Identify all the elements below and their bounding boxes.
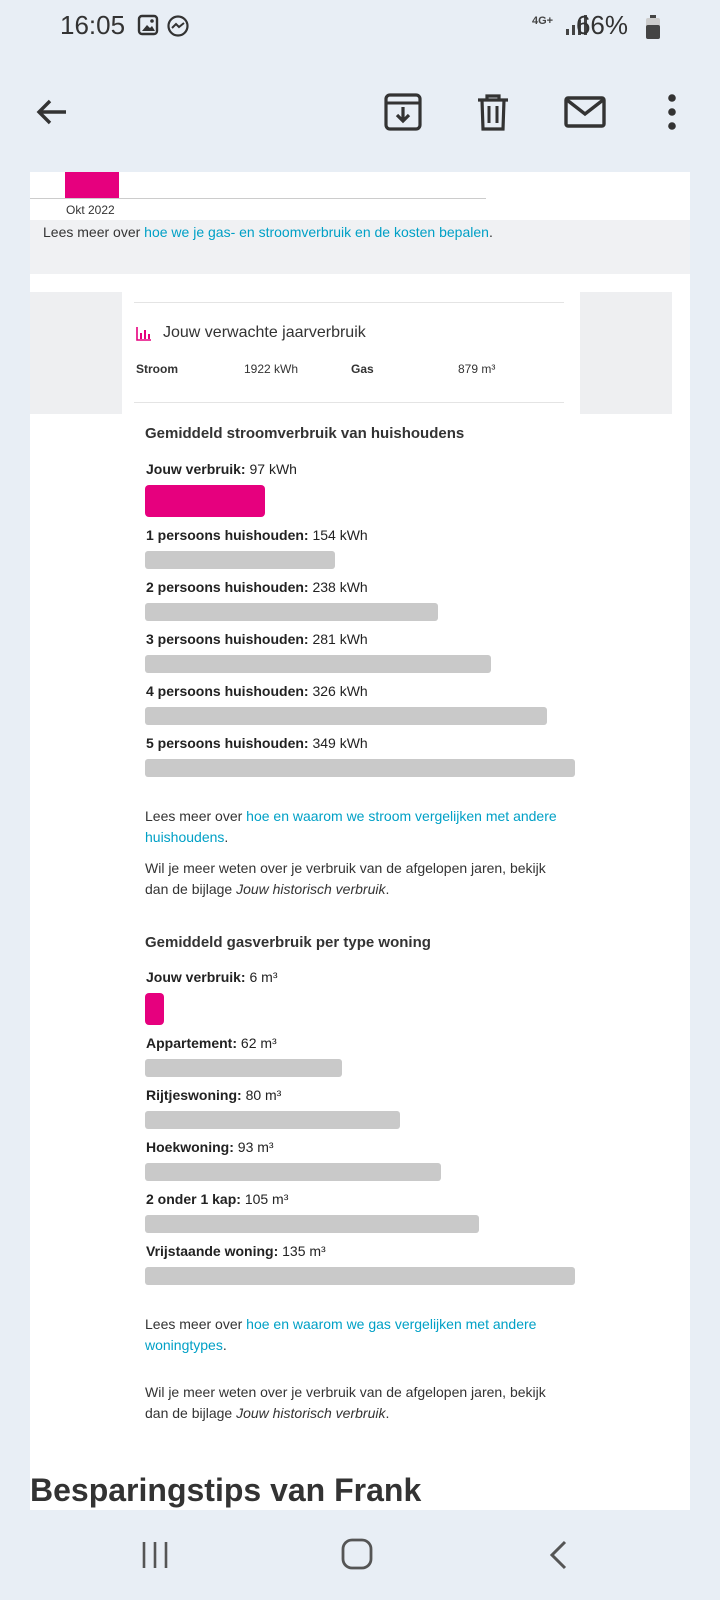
electricity-bar-label-1: 1 persoons huishouden: 154 kWh: [146, 527, 368, 543]
gas-more-text: Lees meer over hoe en waarom we gas vergelijken met andere woningtypes.: [145, 1316, 537, 1353]
network-type: 4G+: [532, 15, 554, 27]
app-bar: [0, 52, 720, 172]
gas-bar-5: [145, 1267, 575, 1285]
gas-history-text: Wil je meer weten over je verbruik van de afgelopen jaren, bekijk dan de bijlage Jouw historisch verbruik.: [145, 1384, 546, 1421]
electricity-bar-3: [145, 655, 491, 673]
electricity-bar-label-0: Jouw verbruik: 97 kWh: [146, 461, 297, 477]
electricity-bar-1: [145, 551, 335, 569]
electricity-bar-5: [145, 759, 575, 777]
chart-axis: [30, 198, 486, 199]
mail-icon[interactable]: [564, 92, 604, 132]
chart-bar: [65, 172, 119, 198]
battery-icon: [646, 15, 660, 44]
annual-gas-label: Gas: [351, 362, 374, 376]
home-icon[interactable]: [341, 1538, 373, 1575]
divider: [134, 402, 564, 403]
gallery-icon: [137, 14, 159, 41]
info-link[interactable]: hoe we je gas- en stroomverbruik en de kosten bepalen: [144, 224, 489, 240]
gas-more-link[interactable]: hoe en waarom we gas vergelijken met andere woningtypes: [145, 1316, 537, 1353]
spacer-left: [30, 292, 122, 414]
email-body: [30, 172, 690, 1510]
gas-bar-label-3: Hoekwoning: 93 m³: [146, 1139, 274, 1155]
gas-bar-label-1: Appartement: 62 m³: [146, 1035, 277, 1051]
battery-percent: 66%: [575, 10, 628, 40]
electricity-bar-2: [145, 603, 438, 621]
divider: [134, 302, 564, 303]
gas-bar-label-4: 2 onder 1 kap: 105 m³: [146, 1191, 289, 1207]
annual-stroom-label: Stroom: [136, 362, 178, 376]
more-vert-icon[interactable]: [654, 92, 690, 132]
annual-gas-value: 879 m³: [458, 362, 496, 376]
annual-title: Jouw verwachte jaarverbruik: [163, 324, 366, 341]
archive-icon[interactable]: [383, 92, 423, 132]
annual-stroom-value: 1922 kWh: [244, 362, 299, 376]
electricity-bar-4: [145, 707, 547, 725]
electricity-history-text: Wil je meer weten over je verbruik van de afgelopen jaren, bekijk dan de bijlage Jouw historisch verbruik.: [145, 860, 546, 897]
gas-bar-label-5: Vrijstaande woning: 135 m³: [146, 1243, 326, 1259]
chart-bar-label: Okt 2022: [66, 203, 115, 217]
messenger-icon: [166, 14, 190, 43]
bar-chart-icon: [136, 327, 152, 346]
spacer-right: [580, 292, 672, 414]
gas-bar-label-0: Jouw verbruik: 6 m³: [146, 969, 278, 985]
electricity-title: Gemiddeld stroomverbruik van huishoudens: [145, 425, 465, 442]
electricity-more-link[interactable]: hoe en waarom we stroom vergelijken met andere huishoudens: [145, 808, 557, 845]
gas-bar-0: [145, 993, 164, 1025]
status-time: 16:05: [60, 10, 126, 40]
electricity-bar-0: [145, 485, 265, 517]
trash-icon[interactable]: [473, 92, 513, 132]
recent-apps-icon[interactable]: [140, 1540, 170, 1575]
electricity-bar-label-4: 4 persoons huishouden: 326 kWh: [146, 683, 368, 699]
back-arrow-icon[interactable]: [32, 92, 72, 132]
gas-bar-4: [145, 1215, 479, 1233]
electricity-more-text: Lees meer over hoe en waarom we stroom vergelijken met andere huishoudens.: [145, 808, 557, 845]
next-section-title: Besparingstips van Frank: [30, 1472, 422, 1508]
navigation-bar: [0, 1510, 720, 1600]
electricity-bar-label-3: 3 persoons huishouden: 281 kWh: [146, 631, 368, 647]
gas-bar-1: [145, 1059, 342, 1077]
gas-title: Gemiddeld gasverbruik per type woning: [145, 934, 431, 951]
back-nav-icon[interactable]: [547, 1539, 571, 1576]
info-text: Lees meer over hoe we je gas- en stroomverbruik en de kosten bepalen.: [43, 224, 493, 240]
electricity-bar-label-2: 2 persoons huishouden: 238 kWh: [146, 579, 368, 595]
gas-bar-2: [145, 1111, 400, 1129]
gas-bar-label-2: Rijtjeswoning: 80 m³: [146, 1087, 282, 1103]
status-bar: [0, 0, 720, 52]
electricity-bar-label-5: 5 persoons huishouden: 349 kWh: [146, 735, 368, 751]
gas-bar-3: [145, 1163, 441, 1181]
